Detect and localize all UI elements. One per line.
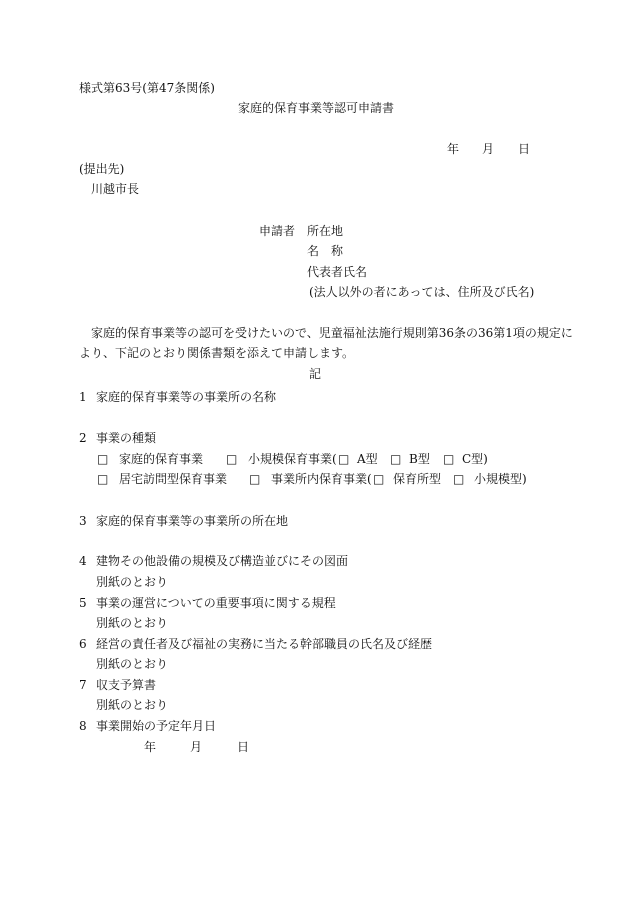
- applicant-name: 名 称: [307, 244, 344, 258]
- item-8-year: 年: [144, 740, 157, 754]
- body-line-2: より、下記のとおり関係書類を添えて申請します。: [79, 346, 355, 360]
- item-1-number: 1: [79, 390, 87, 404]
- checkbox-a[interactable]: □: [338, 452, 350, 466]
- checkbox-shokibo[interactable]: □: [226, 452, 238, 466]
- ki-heading: 記: [309, 367, 322, 381]
- item-8-label: 事業開始の予定年月日: [96, 719, 217, 733]
- item-2-label: 事業の種類: [96, 431, 157, 445]
- item-6-label: 経営の責任者及び福祉の実務に当たる幹部職員の氏名及び経歴: [96, 637, 433, 651]
- body-line-1: 家庭的保育事業等の認可を受けたいので、児童福祉法施行規則第36条の36第1項の規定に: [91, 326, 573, 340]
- checkbox-b[interactable]: □: [390, 452, 402, 466]
- item-7-number: 7: [79, 678, 87, 692]
- option-hoikusho-label: 保育所型: [393, 472, 442, 486]
- date-month: 月: [482, 142, 495, 156]
- item-4-label: 建物その他設備の規模及び構造並びにその図面: [96, 554, 349, 568]
- applicant-representative: 代表者氏名: [307, 265, 368, 279]
- form-number: 様式第63号(第47条関係): [79, 81, 215, 95]
- option-a-label: A型: [357, 452, 378, 466]
- recipient-name: 川越市長: [91, 182, 140, 196]
- checkbox-hoikusho[interactable]: □: [373, 472, 385, 486]
- date-year: 年: [447, 142, 460, 156]
- item-3-number: 3: [79, 514, 87, 528]
- applicant-note: (法人以外の者にあっては、住所及び氏名): [309, 285, 535, 299]
- applicant-address: 所在地: [307, 224, 344, 238]
- checkbox-kyotaku[interactable]: □: [97, 472, 109, 486]
- option-c-label: C型): [462, 452, 488, 466]
- item-8-day: 日: [237, 740, 250, 754]
- recipient-label: (提出先): [79, 162, 125, 176]
- item-8-number: 8: [79, 719, 87, 733]
- item-1-label: 家庭的保育事業等の事業所の名称: [96, 390, 277, 404]
- option-shokibogata-label: 小規模型): [474, 472, 527, 486]
- option-b-label: B型: [409, 452, 430, 466]
- item-4-number: 4: [79, 554, 87, 568]
- applicant-label: 申請者: [259, 224, 296, 238]
- option-kyotaku-label: 居宅訪問型保育事業: [119, 472, 228, 486]
- item-7-note: 別紙のとおり: [96, 698, 169, 712]
- option-shokibo-label: 小規模保育事業(: [248, 452, 337, 466]
- item-2-number: 2: [79, 431, 87, 445]
- item-8-month: 月: [190, 740, 203, 754]
- item-4-note: 別紙のとおり: [96, 575, 169, 589]
- option-katei-label: 家庭的保育事業: [119, 452, 204, 466]
- item-6-number: 6: [79, 637, 87, 651]
- checkbox-katei[interactable]: □: [97, 452, 109, 466]
- item-5-number: 5: [79, 596, 87, 610]
- item-7-label: 収支予算書: [96, 678, 157, 692]
- checkbox-shokibogata[interactable]: □: [453, 472, 465, 486]
- date-day: 日: [518, 142, 531, 156]
- form-title: 家庭的保育事業等認可申請書: [238, 101, 395, 115]
- checkbox-jigyosho[interactable]: □: [249, 472, 261, 486]
- item-5-label: 事業の運営についての重要事項に関する規程: [96, 596, 336, 610]
- item-3-label: 家庭的保育事業等の事業所の所在地: [96, 514, 289, 528]
- item-6-note: 別紙のとおり: [96, 657, 169, 671]
- item-5-note: 別紙のとおり: [96, 616, 169, 630]
- option-jigyosho-label: 事業所内保育事業(: [271, 472, 372, 486]
- checkbox-c[interactable]: □: [443, 452, 455, 466]
